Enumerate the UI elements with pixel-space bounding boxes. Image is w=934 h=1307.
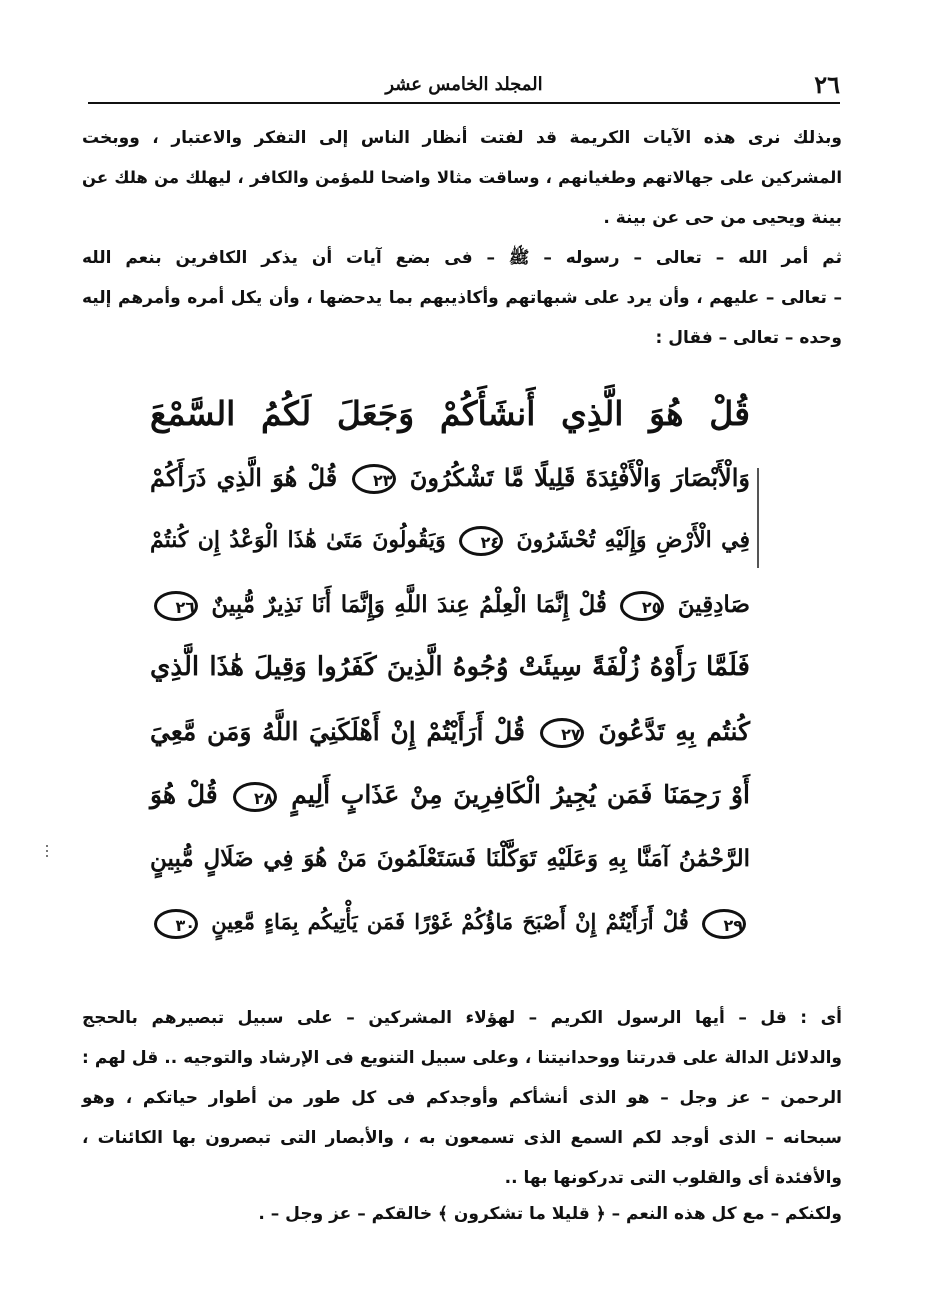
commentary-paragraph bbox=[82, 998, 842, 1198]
verse-text: الرَّحْمَٰنُ آمَنَّا بِهِ وَعَلَيْهِ تَوَكَّلْنَا فَسَتَعْلَمُونَ مَنْ هُوَ فِي ضَلَالٍ مُّبِينٍ bbox=[150, 844, 750, 872]
verse-text: قُلْ أَرَأَيْتُمْ إِنْ أَهْلَكَنِيَ اللَّهُ وَمَن مَّعِيَ bbox=[150, 716, 525, 746]
verse-number-marker: ٢٩ bbox=[702, 909, 746, 939]
verse-line bbox=[150, 509, 750, 573]
verse-number-marker: ٢٦ bbox=[154, 591, 198, 621]
verse-text: أَوْ رَحِمَنَا فَمَن يُجِيرُ الْكَافِرِينَ مِنْ عَذَابٍ أَلِيمٍ bbox=[291, 780, 750, 809]
verse-line bbox=[150, 382, 750, 446]
commentary-line: الرحمن – عز وجل – هو الذى أنشأكم وأوجدكم فى كل طور من أطوار حياتكم ، وهو bbox=[82, 1088, 842, 1108]
intro-line: المشركين على جهالاتهم وطغيانهم ، وساقت مثالا واضحا للمؤمن والكافر ، ليهلك من هلك عن bbox=[82, 168, 842, 187]
closing-line: ولكنكم – مع كل هذه النعم – ﴿ قليلا ما تشكرون ﴾ خالقكم – عز وجل – . bbox=[258, 1204, 842, 1224]
scan-specks bbox=[46, 845, 48, 865]
verse-number-marker: ٢٧ bbox=[540, 718, 584, 748]
closing-paragraph bbox=[82, 1194, 842, 1234]
verse-text: فِي الْأَرْضِ وَإِلَيْهِ تُحْشَرُونَ bbox=[516, 527, 750, 553]
commentary-line: والدلائل الدالة على قدرتنا ووحدانيتنا ، وعلى سبيل التنويع فى الإرشاد والتوجيه .. قل لهم : bbox=[82, 1048, 842, 1068]
intro-line: بينة ويحيى من حى عن بينة . bbox=[603, 208, 842, 228]
intro-line: ثم أمر الله – تعالى – رسوله – ﷺ – فى بضع آيات أن يذكر الكافرين بنعم الله bbox=[82, 248, 842, 268]
verse-line bbox=[150, 700, 750, 764]
verse-line bbox=[150, 827, 750, 891]
verse-line bbox=[150, 890, 750, 954]
verse-number-marker: ٢٤ bbox=[459, 526, 503, 556]
intro-line: وحده – تعالى – فقال : bbox=[655, 328, 842, 348]
verse-text: قُلْ إِنَّمَا الْعِلْمُ عِندَ اللَّهِ وَإِنَّمَا أَنَا نَذِيرٌ مُّبِينٌ bbox=[211, 590, 607, 618]
verse-number-marker: ٢٣ bbox=[352, 464, 396, 494]
commentary-line: والأفئدة أى والقلوب التى تدركونها بها .. bbox=[504, 1168, 842, 1188]
intro-line: وبذلك نرى هذه الآيات الكريمة قد لفتت أنظار الناس إلى التفكر والاعتبار ، ووبخت bbox=[82, 128, 842, 148]
intro-paragraph bbox=[82, 118, 842, 358]
verse-text: فَلَمَّا رَأَوْهُ زُلْفَةً سِيئَتْ وُجُوهُ الَّذِينَ كَفَرُوا وَقِيلَ هَٰذَا الَّذِي bbox=[150, 652, 750, 682]
verse-number-marker: ٣٠ bbox=[154, 909, 198, 939]
verse-line bbox=[150, 446, 750, 510]
verse-text: قُلْ هُوَ bbox=[150, 780, 218, 809]
verse-line bbox=[150, 763, 750, 827]
verse-text: كُنتُم بِهِ تَدَّعُونَ bbox=[598, 716, 750, 746]
verse-number-marker: ٢٨ bbox=[233, 782, 277, 812]
page-number: ٢٦ bbox=[814, 70, 840, 99]
commentary-line: أى : قل – أيها الرسول الكريم – لهؤلاء المشركين – على سبيل تبصيرهم بالحجج bbox=[82, 1008, 842, 1028]
verse-text: صَادِقِينَ bbox=[677, 590, 750, 618]
verse-text: وَيَقُولُونَ مَتَىٰ هَٰذَا الْوَعْدُ إِن كُنتُمْ bbox=[150, 527, 446, 553]
verse-line bbox=[150, 636, 750, 700]
verse-text: قُلْ أَرَأَيْتُمْ إِنْ أَصْبَحَ مَاؤُكُمْ غَوْرًا فَمَن يَأْتِيكُم بِمَاءٍ مَّعِينٍ bbox=[211, 909, 689, 934]
commentary-line: سبحانه – الذى أوجد لكم السمع الذى تسمعون به ، والأبصار التى تبصرون بها الكائنات ، bbox=[82, 1128, 842, 1148]
verse-text: قُلْ هُوَ الَّذِي ذَرَأَكُمْ bbox=[150, 462, 338, 492]
margin-line bbox=[757, 468, 759, 568]
verse-line bbox=[150, 573, 750, 637]
running-title: المجلد الخامس عشر bbox=[385, 74, 543, 95]
quran-verses-block bbox=[150, 382, 750, 954]
intro-line: – تعالى – عليهم ، وأن يرد على شبهاتهم وأكاذيبهم بما يدحضها ، وأن يكل أمره وأمرهم إليه bbox=[82, 288, 842, 308]
verse-text: وَالْأَبْصَارَ وَالْأَفْئِدَةَ قَلِيلًا مَّا تَشْكُرُونَ bbox=[409, 462, 751, 492]
verse-text: قُلْ هُوَ الَّذِي أَنشَأَكُمْ وَجَعَلَ لَكُمُ السَّمْعَ bbox=[150, 394, 750, 433]
verse-number-marker: ٢٥ bbox=[620, 591, 664, 621]
page-header bbox=[88, 66, 840, 104]
